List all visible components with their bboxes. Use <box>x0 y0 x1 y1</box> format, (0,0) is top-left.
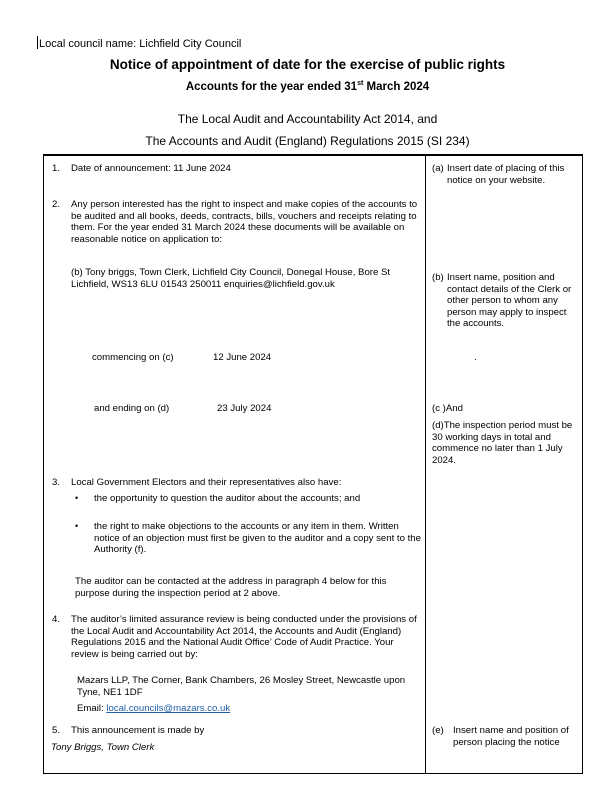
commencing-label: commencing on (c) <box>92 352 174 363</box>
item-1-number: 1. <box>52 163 61 174</box>
item-2b-contact: (b) Tony briggs, Town Clerk, Lichfield City Council, Donegal House, Bore St Lichfield, WS13 6LU 01543 250011 enquiries@lichfield.gov.uk <box>71 267 391 290</box>
auditor-email <box>77 703 230 715</box>
email-label: Email: <box>77 703 107 714</box>
subtitle-text: Accounts for the year ended 31 <box>185 80 358 93</box>
bullet-1-text: the opportunity to question the auditor about the accounts; and <box>94 493 361 504</box>
notice-title: Notice of appointment of date for the exercise of public rights <box>109 57 506 72</box>
bullet-2-icon: • <box>75 521 79 531</box>
item-1-text: Date of announcement: 11 June 2024 <box>71 163 231 174</box>
ending-label: and ending on (d) <box>94 403 170 414</box>
item-5-number: 5. <box>52 725 61 736</box>
item-2-number: 2. <box>52 199 61 210</box>
bullet-2-text: the right to make objections to the accounts or any item in them. Written notice of an objection must first be given to the auditor and a copy sent to the Authority (f). <box>94 521 421 555</box>
accounts-subtitle <box>0 80 615 93</box>
column-divider <box>425 154 426 774</box>
text-cursor <box>37 36 38 49</box>
note-b-text: Insert name, position and contact details of the Clerk or other person to whom any person may apply to inspect the accounts. <box>447 272 572 329</box>
note-c-text: (c )And <box>432 403 463 414</box>
bullet-1-icon: • <box>75 493 79 503</box>
item-4-number: 4. <box>52 614 61 625</box>
subtitle-month: March 2024 <box>363 80 430 93</box>
ending-date: 23 July 2024 <box>217 403 272 414</box>
note-dot: . <box>474 352 477 363</box>
note-e-label: (e) <box>432 725 444 736</box>
note-b-label: (b) <box>432 272 444 283</box>
auditor-email-link[interactable]: local.councils@mazars.co.uk <box>106 703 231 714</box>
item-2-text: Any person interested has the right to inspect and make copies of the accounts to be audited and all books, deeds, contracts, bills, vouchers and receipts relating to them. For the year ended 31 March 2024 these documents will be available on reasonable notice on application to: <box>71 199 418 245</box>
signature-line: Tony Briggs, Town Clerk <box>51 742 155 753</box>
auditor-address: Mazars LLP, The Corner, Bank Chambers, 26 Mosley Street, Newcastle upon Tyne, NE1 1DF <box>77 675 406 698</box>
council-name-line <box>37 36 241 50</box>
note-e-text: Insert name and position of person placing the notice <box>453 725 569 748</box>
council-name-text: Local council name: Lichfield City Council <box>39 38 242 50</box>
item-3-number: 3. <box>52 477 61 488</box>
act-line-1: The Local Audit and Accountability Act 2014, and <box>177 112 438 126</box>
item-4-text: The auditor’s limited assurance review is being conducted under the provisions of the Local Audit and Accountability Act 2014, the Accounts and Audit (England) Regulations 2015 and the National Audit Office’ Code of Audit Practice. Your review is being carried out by: <box>71 614 417 660</box>
commencing-date: 12 June 2024 <box>213 352 272 363</box>
act-line-2: The Accounts and Audit (England) Regulations 2015 (SI 234) <box>145 134 470 148</box>
subtitle-ordinal: st <box>357 80 364 87</box>
note-a-text: Insert date of placing of this notice on your website. <box>447 163 565 186</box>
note-d-text: (d)The inspection period must be 30 working days in total and commence no later than 1 July 2024. <box>432 420 573 466</box>
item-5-text: This announcement is made by <box>71 725 205 736</box>
auditor-contact-text: The auditor can be contacted at the address in paragraph 4 below for this purpose during the inspection period at 2 above. <box>75 576 387 599</box>
note-a-label: (a) <box>432 163 444 174</box>
item-3-text: Local Government Electors and their representatives also have: <box>71 477 342 488</box>
